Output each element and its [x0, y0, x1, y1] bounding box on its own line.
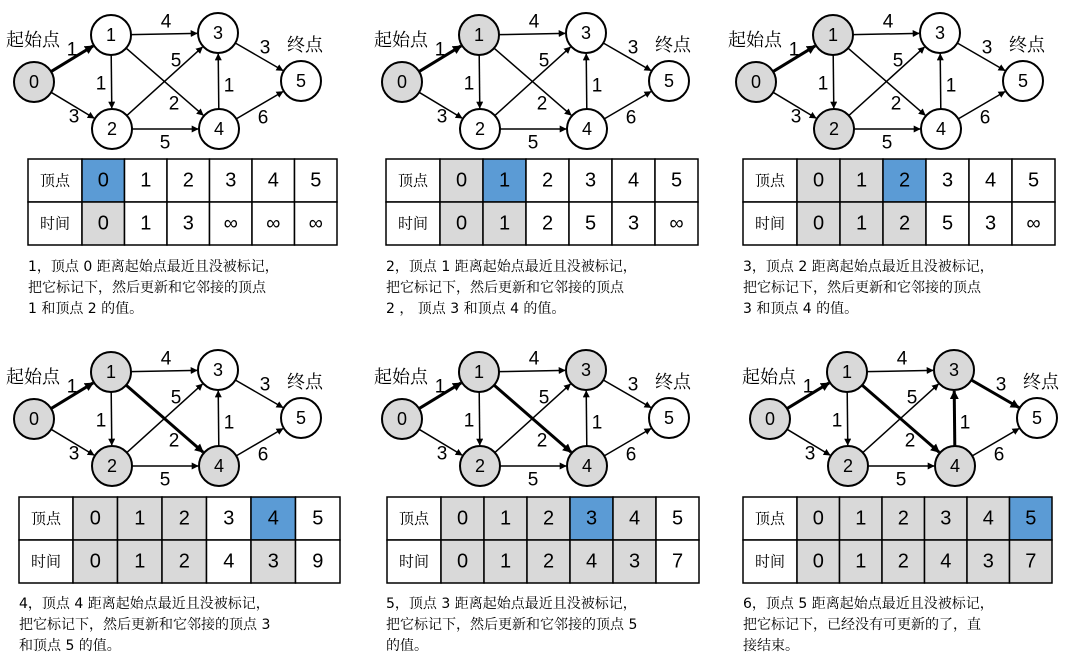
node-label: 0 [396, 72, 408, 92]
edge-4-3 [586, 391, 587, 446]
caption-line: 6，顶点 5 距离起始点最近且没被标记， [743, 596, 994, 612]
edge-weight-3-5: 3 [995, 374, 1007, 396]
node-4 [199, 109, 239, 149]
table-row-header: 顶点 [398, 509, 430, 528]
edge-weight-0-2: 3 [68, 443, 80, 465]
edge-4-3 [586, 54, 587, 109]
panel-step-4 [6, 349, 324, 491]
node-1 [827, 352, 867, 392]
node-0 [382, 62, 422, 102]
edge-weight-1-4: 5 [538, 387, 550, 409]
caption-line: 4，顶点 4 距离起始点最近且没被标记， [19, 596, 270, 612]
start-label: 起始点 [6, 367, 60, 388]
caption-line: 2 ， 顶点 3 和顶点 4 的值。 [386, 301, 566, 317]
caption-line: 2，顶点 1 距离起始点最近且没被标记， [386, 259, 637, 275]
vertex-cell-value: 0 [97, 169, 109, 192]
state-table [743, 159, 1055, 245]
vertex-cell-value: 5 [310, 169, 322, 192]
time-cell-value: 2 [178, 550, 190, 573]
node-label: 2 [106, 119, 118, 139]
edge-weight-0-2: 3 [436, 443, 448, 465]
node-2 [92, 446, 132, 486]
table-row-header: 时间 [754, 552, 786, 571]
panel-step-1 [6, 12, 324, 154]
edge-weight-0-2: 3 [790, 106, 802, 128]
node-label: 1 [473, 25, 485, 45]
edge-weight-3-5: 3 [627, 374, 639, 396]
node-5 [281, 398, 321, 438]
step-caption [386, 594, 716, 657]
node-label: 0 [28, 72, 40, 92]
time-cell-value: 3 [628, 550, 641, 573]
table-row-header: 顶点 [39, 171, 71, 190]
time-cell-value: ∞ [223, 212, 238, 235]
node-3 [198, 350, 238, 390]
vertex-cell-value: 1 [134, 507, 146, 530]
edge-weight-1-2: 1 [95, 410, 107, 432]
table-row-header: 顶点 [754, 171, 786, 190]
time-cell-value: 4 [940, 550, 952, 573]
vertex-cell-value: 0 [812, 169, 825, 192]
node-label: 5 [295, 71, 307, 91]
node-label: 4 [935, 119, 947, 139]
table-row-header: 时间 [30, 552, 62, 571]
caption-line: 把它标记下，然后更新和它邻接的顶点 [386, 280, 624, 296]
edge-weight-2-4: 5 [159, 469, 171, 491]
node-3 [198, 13, 238, 53]
table-row-header: 顶点 [754, 509, 786, 528]
edge-weight-1-3: 4 [896, 348, 908, 370]
vertex-cell-value: 0 [812, 507, 824, 530]
node-label: 5 [295, 408, 307, 428]
end-label: 终点 [655, 35, 691, 56]
node-label: 1 [105, 25, 117, 45]
time-cell-value: 3 [182, 212, 194, 235]
time-cell-value: 0 [812, 550, 824, 573]
edge-1-2 [833, 55, 834, 108]
vertex-cell-value: 2 [178, 507, 190, 530]
vertex-cell-value: 2 [897, 507, 909, 530]
time-cell-value: ∞ [669, 212, 684, 235]
edge-1-3 [853, 33, 919, 34]
node-label: 3 [580, 23, 592, 43]
table-row-header: 时间 [397, 214, 429, 233]
time-cell-value: 1 [498, 212, 511, 235]
edge-weight-1-4: 5 [906, 387, 918, 409]
edge-weight-4-3: 1 [223, 75, 235, 97]
vertex-cell-value: 5 [1025, 507, 1037, 530]
edge-1-2 [111, 55, 112, 108]
node-3 [920, 13, 960, 53]
edge-weight-1-2: 1 [463, 410, 475, 432]
edge-weight-4-3: 1 [591, 75, 603, 97]
vertex-cell-value: 2 [182, 169, 194, 192]
end-label: 终点 [287, 372, 323, 393]
node-3 [566, 13, 606, 53]
edge-weight-2-4: 5 [895, 469, 907, 491]
step-caption [743, 257, 1073, 320]
edge-weight-4-3: 1 [223, 412, 235, 434]
node-5 [1003, 61, 1043, 101]
time-cell-value: 2 [542, 550, 555, 573]
time-cell-value: 1 [855, 212, 868, 235]
step-caption [743, 594, 1073, 657]
edge-1-2 [479, 55, 480, 108]
node-label: 1 [841, 362, 853, 382]
node-label: 3 [212, 23, 224, 43]
edge-weight-1-2: 1 [463, 73, 475, 95]
edge-weight-4-5: 6 [257, 107, 269, 129]
edge-weight-0-2: 3 [68, 106, 80, 128]
node-label: 0 [28, 409, 40, 429]
node-label: 4 [581, 119, 593, 139]
vertex-cell-value: 4 [267, 507, 279, 530]
table-row-header: 时间 [754, 214, 786, 233]
time-cell-value: 9 [312, 550, 324, 573]
edge-weight-1-3: 4 [160, 348, 172, 370]
node-label: 3 [580, 360, 592, 380]
vertex-cell-value: 5 [670, 169, 683, 192]
node-5 [649, 61, 689, 101]
node-2 [92, 109, 132, 149]
node-label: 2 [106, 456, 118, 476]
time-cell-value: 4 [585, 550, 598, 573]
time-cell-value: 7 [1025, 550, 1037, 573]
edge-weight-2-3: 2 [168, 93, 180, 115]
vertex-cell-value: 3 [941, 169, 954, 192]
node-4 [199, 446, 239, 486]
end-label: 终点 [1023, 372, 1059, 393]
node-0 [14, 62, 54, 102]
edge-weight-3-5: 3 [259, 374, 271, 396]
node-1 [813, 15, 853, 55]
edge-weight-4-5: 6 [993, 444, 1005, 466]
vertex-cell-value: 1 [855, 507, 867, 530]
time-cell-value: 0 [97, 212, 109, 235]
time-cell-value: 1 [140, 212, 152, 235]
node-3 [934, 350, 974, 390]
node-label: 2 [474, 456, 486, 476]
edge-weight-1-3: 4 [882, 11, 894, 33]
node-1 [91, 15, 131, 55]
table-row-header: 时间 [398, 552, 430, 571]
vertex-cell-value: 4 [627, 169, 640, 192]
caption-line: 和顶点 5 的值。 [19, 638, 121, 654]
edge-weight-1-4: 5 [892, 50, 904, 72]
time-cell-value: ∞ [308, 212, 323, 235]
node-label: 4 [213, 456, 225, 476]
caption-line: 1，顶点 0 距离起始点最近且没被标记， [28, 259, 279, 275]
node-0 [736, 62, 776, 102]
edge-weight-1-3: 4 [528, 348, 540, 370]
end-label: 终点 [1009, 35, 1045, 56]
node-2 [460, 446, 500, 486]
edge-1-2 [111, 392, 112, 445]
time-cell-value: 5 [584, 212, 597, 235]
vertex-cell-value: 0 [89, 507, 101, 530]
time-cell-value: 5 [941, 212, 954, 235]
table-row-header: 顶点 [30, 509, 62, 528]
vertex-cell-value: 5 [1027, 169, 1040, 192]
edge-weight-2-4: 5 [881, 132, 893, 154]
node-label: 1 [473, 362, 485, 382]
edge-weight-1-4: 5 [170, 387, 182, 409]
edge-weight-3-5: 3 [259, 37, 271, 59]
caption-line: 5，顶点 3 距离起始点最近且没被标记， [386, 596, 637, 612]
edge-weight-1-2: 1 [817, 73, 829, 95]
node-2 [828, 446, 868, 486]
node-label: 3 [212, 360, 224, 380]
time-cell-value: 7 [671, 550, 684, 573]
node-3 [566, 350, 606, 390]
node-2 [814, 109, 854, 149]
time-cell-value: 2 [898, 212, 911, 235]
time-cell-value: 1 [134, 550, 146, 573]
node-1 [91, 352, 131, 392]
panel-step-2 [374, 12, 692, 154]
vertex-cell-value: 1 [498, 169, 511, 192]
time-cell-value: ∞ [266, 212, 281, 235]
time-cell-value: 0 [89, 550, 101, 573]
node-0 [14, 399, 54, 439]
edge-weight-4-5: 6 [625, 444, 637, 466]
node-label: 0 [764, 409, 776, 429]
node-1 [459, 15, 499, 55]
caption-line: 接结束。 [743, 638, 799, 654]
edge-weight-4-3: 1 [591, 412, 603, 434]
vertex-cell-value: 4 [982, 507, 994, 530]
start-label: 起始点 [374, 30, 428, 51]
caption-line: 把它标记下，然后更新和它邻接的顶点 [743, 280, 981, 296]
edge-weight-1-2: 1 [95, 73, 107, 95]
edge-weight-4-5: 6 [979, 107, 991, 129]
edge-weight-1-3: 4 [528, 11, 540, 33]
start-label: 起始点 [742, 367, 796, 388]
edge-weight-2-3: 2 [904, 430, 916, 452]
node-label: 0 [396, 409, 408, 429]
edge-weight-3-5: 3 [627, 37, 639, 59]
edge-4-3 [218, 54, 219, 109]
edge-1-2 [847, 392, 848, 445]
panel-step-3 [728, 12, 1046, 154]
time-cell-value: 2 [541, 212, 554, 235]
node-4 [567, 109, 607, 149]
edge-weight-4-3: 1 [959, 412, 971, 434]
caption-line: 把它标记下，然后更新和它邻接的顶点 3 [19, 617, 271, 633]
edge-1-3 [867, 370, 933, 371]
vertex-cell-value: 4 [984, 169, 997, 192]
end-label: 终点 [655, 372, 691, 393]
node-label: 2 [474, 119, 486, 139]
edge-1-3 [131, 370, 197, 371]
time-cell-value: 3 [627, 212, 640, 235]
time-cell-value: 1 [499, 550, 512, 573]
node-label: 5 [663, 408, 675, 428]
node-2 [460, 109, 500, 149]
edge-weight-2-3: 2 [890, 93, 902, 115]
edge-1-3 [131, 33, 197, 34]
edge-1-3 [499, 370, 565, 371]
step-caption [28, 257, 358, 320]
vertex-cell-value: 5 [671, 507, 684, 530]
edge-weight-0-1: 1 [66, 39, 78, 61]
table-row-header: 顶点 [397, 171, 429, 190]
caption-line: 把它标记下，然后更新和它邻接的顶点 5 [386, 617, 638, 633]
table-row-header: 时间 [39, 214, 71, 233]
edge-4-3 [954, 391, 955, 446]
node-4 [935, 446, 975, 486]
state-table [19, 497, 340, 583]
caption-line: 把它标记下，已经没有可更新的了，直 [743, 617, 981, 633]
vertex-cell-value: 4 [628, 507, 641, 530]
time-cell-value: 4 [223, 550, 235, 573]
state-table [387, 497, 699, 583]
node-5 [649, 398, 689, 438]
time-cell-value: 3 [982, 550, 994, 573]
edge-weight-0-1: 1 [802, 376, 814, 398]
vertex-cell-value: 1 [499, 507, 512, 530]
caption-line: 3，顶点 2 距离起始点最近且没被标记， [743, 259, 994, 275]
vertex-cell-value: 3 [940, 507, 952, 530]
node-label: 0 [750, 72, 762, 92]
node-5 [1017, 398, 1057, 438]
node-0 [382, 399, 422, 439]
start-label: 起始点 [6, 30, 60, 51]
vertex-cell-value: 2 [898, 169, 911, 192]
vertex-cell-value: 4 [267, 169, 279, 192]
node-label: 5 [1017, 71, 1029, 91]
step-caption [386, 257, 716, 320]
node-5 [281, 61, 321, 101]
edge-weight-2-3: 2 [536, 430, 548, 452]
node-label: 4 [949, 456, 961, 476]
state-table [386, 159, 698, 245]
node-label: 3 [948, 360, 960, 380]
start-label: 起始点 [728, 30, 782, 51]
time-cell-value: ∞ [1026, 212, 1041, 235]
edge-weight-2-3: 2 [168, 430, 180, 452]
edge-weight-0-2: 3 [804, 443, 816, 465]
edge-1-2 [479, 392, 480, 445]
time-cell-value: 0 [456, 550, 469, 573]
time-cell-value: 0 [812, 212, 825, 235]
vertex-cell-value: 1 [855, 169, 868, 192]
edge-1-3 [499, 33, 565, 34]
time-cell-value: 3 [267, 550, 279, 573]
time-cell-value: 2 [897, 550, 909, 573]
edge-weight-2-3: 2 [536, 93, 548, 115]
edge-weight-0-1: 1 [434, 39, 446, 61]
vertex-cell-value: 0 [456, 507, 469, 530]
vertex-cell-value: 3 [223, 507, 235, 530]
time-cell-value: 0 [455, 212, 468, 235]
edge-4-3 [218, 391, 219, 446]
vertex-cell-value: 3 [584, 169, 597, 192]
vertex-cell-value: 1 [140, 169, 152, 192]
edge-weight-2-4: 5 [527, 469, 539, 491]
state-table [743, 497, 1052, 583]
edge-weight-0-1: 1 [434, 376, 446, 398]
edge-weight-3-5: 3 [981, 37, 993, 59]
caption-line: 1 和顶点 2 的值。 [28, 301, 144, 317]
node-4 [921, 109, 961, 149]
vertex-cell-value: 2 [541, 169, 554, 192]
vertex-cell-value: 5 [312, 507, 324, 530]
node-label: 2 [828, 119, 840, 139]
node-label: 5 [663, 71, 675, 91]
vertex-cell-value: 3 [585, 507, 598, 530]
edge-weight-1-4: 5 [170, 50, 182, 72]
edge-4-3 [940, 54, 941, 109]
vertex-cell-value: 3 [225, 169, 237, 192]
caption-line: 把它标记下，然后更新和它邻接的顶点 [28, 280, 266, 296]
edge-weight-1-4: 5 [538, 50, 550, 72]
node-4 [567, 446, 607, 486]
state-table [28, 159, 337, 245]
node-0 [750, 399, 790, 439]
panel-step-6 [742, 349, 1060, 491]
edge-weight-0-1: 1 [66, 376, 78, 398]
time-cell-value: 3 [984, 212, 997, 235]
caption-line: 3 和顶点 4 的值。 [743, 301, 859, 317]
start-label: 起始点 [374, 367, 428, 388]
node-label: 4 [581, 456, 593, 476]
vertex-cell-value: 2 [542, 507, 555, 530]
node-label: 2 [842, 456, 854, 476]
edge-weight-4-3: 1 [945, 75, 957, 97]
node-1 [459, 352, 499, 392]
node-label: 5 [1031, 408, 1043, 428]
time-cell-value: 1 [855, 550, 867, 573]
node-label: 3 [934, 23, 946, 43]
edge-weight-4-5: 6 [257, 444, 269, 466]
end-label: 终点 [287, 35, 323, 56]
edge-weight-2-4: 5 [159, 132, 171, 154]
edge-weight-2-4: 5 [527, 132, 539, 154]
edge-weight-0-2: 3 [436, 106, 448, 128]
vertex-cell-value: 0 [455, 169, 468, 192]
edge-weight-0-1: 1 [788, 39, 800, 61]
node-label: 1 [105, 362, 117, 382]
edge-weight-1-3: 4 [160, 11, 172, 33]
edge-weight-1-2: 1 [831, 410, 843, 432]
panel-step-5 [374, 349, 692, 491]
node-label: 1 [827, 25, 839, 45]
caption-line: 的值。 [386, 638, 428, 654]
edge-weight-4-5: 6 [625, 107, 637, 129]
node-label: 4 [213, 119, 225, 139]
step-caption [19, 594, 349, 657]
